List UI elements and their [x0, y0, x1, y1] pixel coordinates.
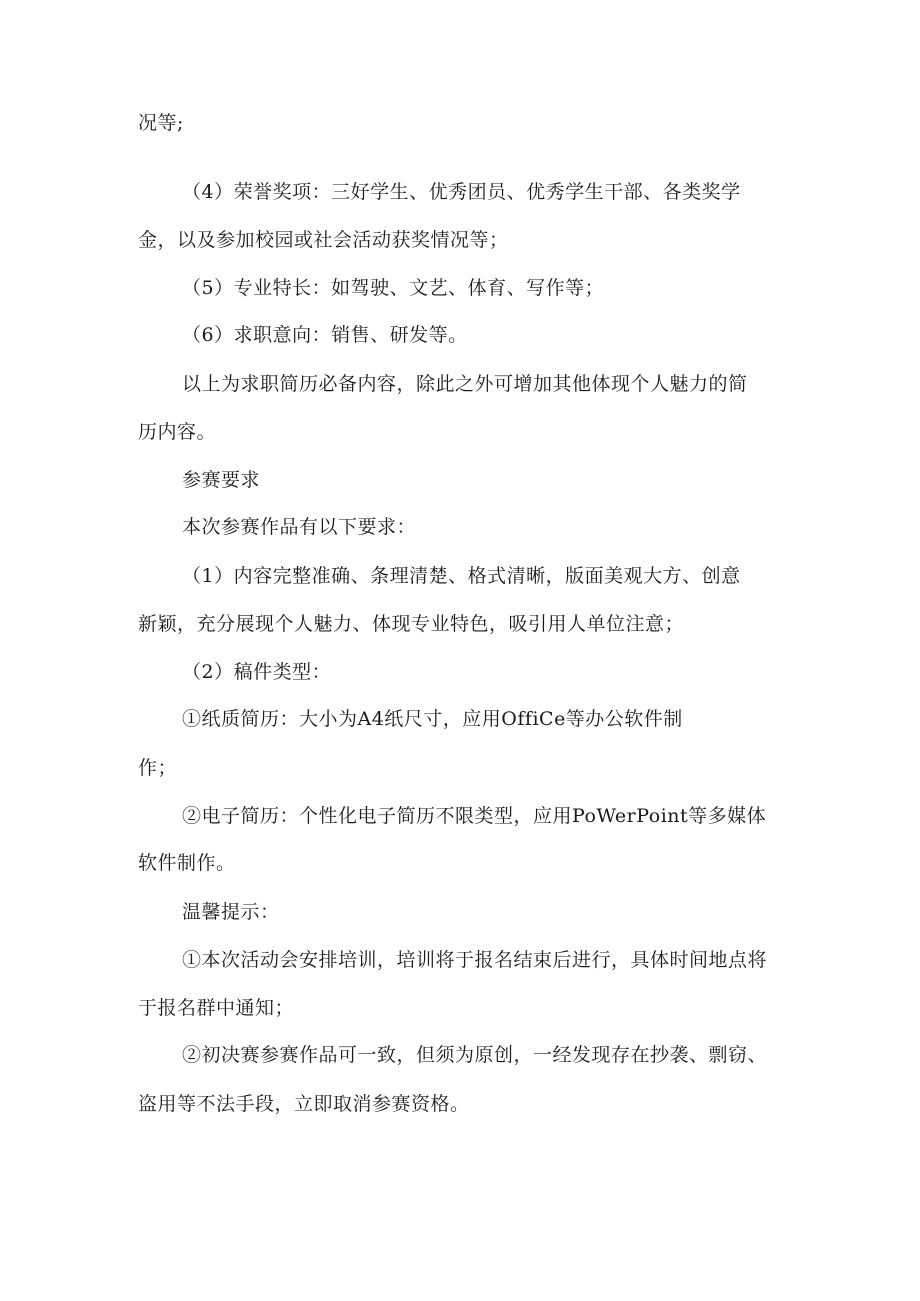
text-line-e-resume: ②电子简历：个性化电子简历不限类型，应用PoWerPoint等多媒体: [182, 805, 767, 827]
text-line-specialty: （5）专业特长：如驾驶、文艺、体育、写作等；: [182, 277, 605, 299]
text-line-continuation-1: 况等;: [138, 112, 184, 134]
text-line-job-intent: （6）求职意向：销售、研发等。: [182, 324, 468, 346]
text-line-tip-2: ②初决赛参赛作品可一致，但须为原创，一经发现存在抄袭、剽窃、: [182, 1044, 768, 1066]
section-heading-tips: 温馨提示：: [182, 901, 280, 923]
text-line-tip-2-cont: 盗用等不法手段，立即取消参赛资格。: [138, 1093, 470, 1115]
text-line-req-1-cont: 新颖，充分展现个人魅力、体现专业特色，吸引用人单位注意；: [138, 613, 685, 635]
text-line-honors-cont: 金，以及参加校园或社会活动获奖情况等；: [138, 229, 509, 251]
text-line-requirements-intro: 本次参赛作品有以下要求：: [182, 516, 417, 538]
text-line-e-resume-cont: 软件制作。: [138, 852, 236, 874]
text-line-honors: （4）荣誉奖项：三好学生、优秀团员、优秀学生干部、各类奖学: [182, 181, 741, 203]
text-line-summary-cont: 历内容。: [138, 421, 217, 443]
text-line-paper-resume: ①纸质简历：大小为A4纸尺寸，应用OffiCe等办公软件制: [182, 708, 683, 730]
text-line-tip-1-cont: 于报名群中通知；: [138, 997, 295, 1019]
section-heading-requirements: 参赛要求: [182, 469, 261, 491]
text-line-tip-1: ①本次活动会安排培训，培训将于报名结束后进行，具体时间地点将: [182, 949, 768, 971]
text-line-paper-resume-cont: 作；: [138, 757, 178, 779]
text-line-summary: 以上为求职简历必备内容，除此之外可增加其他体现个人魅力的简: [182, 373, 748, 395]
text-line-req-1: （1）内容完整准确、条理清楚、格式清晰，版面美观大方、创意: [182, 565, 741, 587]
text-line-req-2: （2）稿件类型：: [182, 661, 332, 683]
